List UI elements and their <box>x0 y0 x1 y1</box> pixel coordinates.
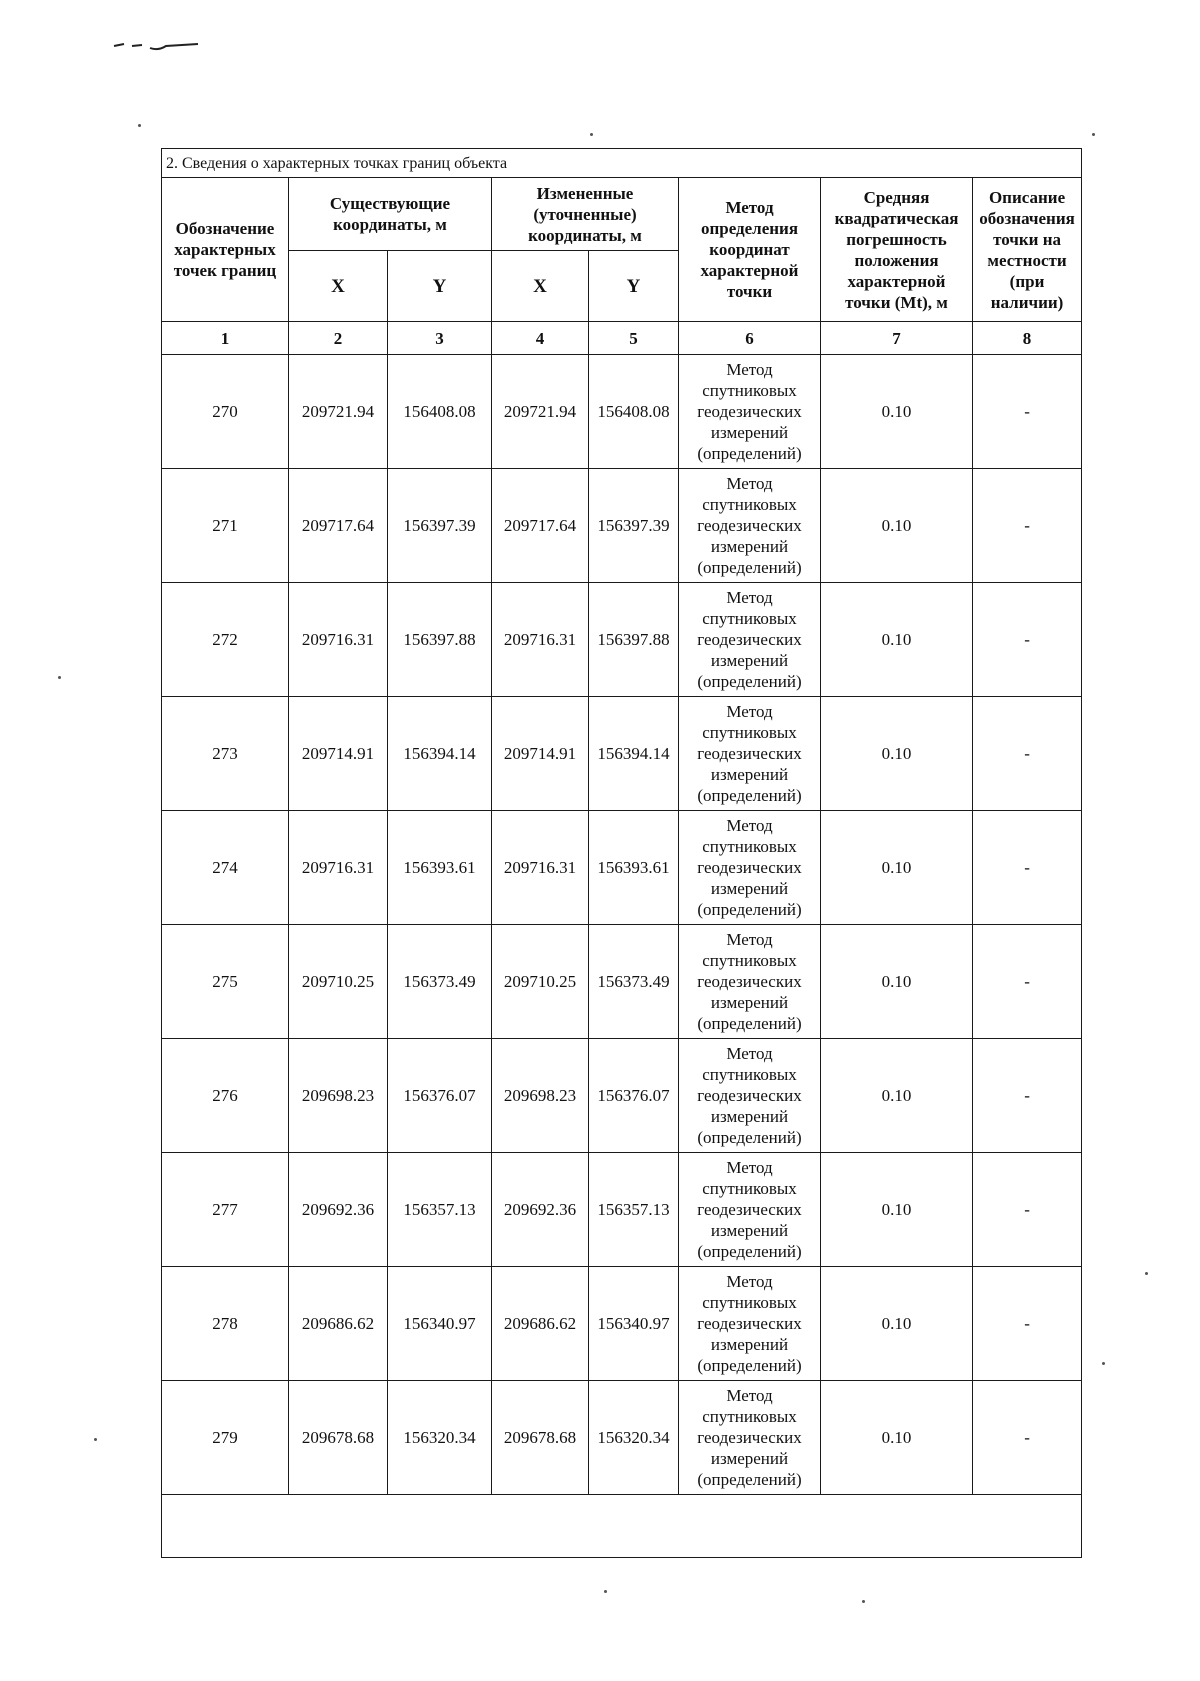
table-row <box>162 811 1082 925</box>
column-number: 5 <box>589 322 679 355</box>
method-cell <box>679 355 821 469</box>
method-line: (определений) <box>697 786 802 805</box>
table-row <box>162 925 1082 1039</box>
table-row <box>162 583 1082 697</box>
table-row <box>162 1153 1082 1267</box>
scan-artifact-mark <box>112 38 202 54</box>
column-number: 2 <box>289 322 388 355</box>
method-line: измерений <box>710 423 789 442</box>
method-line: спутниковых <box>702 609 797 628</box>
description-value: - <box>973 1267 1082 1381</box>
point-number: 272 <box>162 583 289 697</box>
changed-y-value: 156394.14 <box>589 697 679 811</box>
header-existing-y: Y <box>388 251 492 322</box>
point-number: 271 <box>162 469 289 583</box>
existing-x-value: 209686.62 <box>289 1267 388 1381</box>
method-line: Метод <box>726 816 773 835</box>
mean-error-value: 0.10 <box>821 697 973 811</box>
method-cell <box>679 1039 821 1153</box>
method-line: (определений) <box>697 558 802 577</box>
method-line: (определений) <box>697 1470 802 1489</box>
existing-y-value: 156393.61 <box>388 811 492 925</box>
existing-x-value: 209692.36 <box>289 1153 388 1267</box>
scan-speck <box>1145 1272 1148 1275</box>
column-number: 3 <box>388 322 492 355</box>
mean-error-value: 0.10 <box>821 1267 973 1381</box>
method-line: измерений <box>710 1107 789 1126</box>
method-line: измерений <box>710 1221 789 1240</box>
table-row <box>162 469 1082 583</box>
header-row <box>162 178 1082 251</box>
changed-y-value: 156376.07 <box>589 1039 679 1153</box>
empty-cell <box>162 1495 1082 1558</box>
table-row <box>162 697 1082 811</box>
changed-x-value: 209698.23 <box>492 1039 589 1153</box>
method-line: Метод <box>726 588 773 607</box>
header-changed-y: Y <box>589 251 679 322</box>
scan-speck <box>1092 133 1095 136</box>
changed-y-value: 156408.08 <box>589 355 679 469</box>
table-row <box>162 355 1082 469</box>
method-cell <box>679 1381 821 1495</box>
scan-speck <box>590 133 593 136</box>
method-line: измерений <box>710 537 789 556</box>
scan-speck <box>58 676 61 679</box>
column-number: 7 <box>821 322 973 355</box>
method-line: Метод <box>726 702 773 721</box>
header-changed-x: X <box>492 251 589 322</box>
description-value: - <box>973 925 1082 1039</box>
column-number-row <box>162 322 1082 355</box>
method-line: спутниковых <box>702 381 797 400</box>
method-line: геодезических <box>697 1314 802 1333</box>
header-point-designation: Обозначение характерных точек границ <box>162 178 289 322</box>
changed-x-value: 209716.31 <box>492 583 589 697</box>
point-number: 270 <box>162 355 289 469</box>
method-line: Метод <box>726 1158 773 1177</box>
changed-x-value: 209686.62 <box>492 1267 589 1381</box>
method-line: (определений) <box>697 1014 802 1033</box>
changed-x-value: 209714.91 <box>492 697 589 811</box>
existing-y-value: 156357.13 <box>388 1153 492 1267</box>
method-line: спутниковых <box>702 723 797 742</box>
method-line: (определений) <box>697 1128 802 1147</box>
mean-error-value: 0.10 <box>821 583 973 697</box>
description-value: - <box>973 1039 1082 1153</box>
changed-x-value: 209710.25 <box>492 925 589 1039</box>
column-number: 6 <box>679 322 821 355</box>
method-cell <box>679 1267 821 1381</box>
existing-y-value: 156394.14 <box>388 697 492 811</box>
method-cell <box>679 1153 821 1267</box>
method-line: измерений <box>710 1335 789 1354</box>
method-line: Метод <box>726 474 773 493</box>
method-line: (определений) <box>697 1242 802 1261</box>
existing-y-value: 156408.08 <box>388 355 492 469</box>
point-number: 275 <box>162 925 289 1039</box>
method-line: спутниковых <box>702 1407 797 1426</box>
column-number: 4 <box>492 322 589 355</box>
method-line: измерений <box>710 765 789 784</box>
changed-x-value: 209716.31 <box>492 811 589 925</box>
header-method: Метод определения координат характерной точки <box>679 178 821 322</box>
method-line: Метод <box>726 1272 773 1291</box>
boundary-points-table <box>161 148 1082 1558</box>
existing-x-value: 209710.25 <box>289 925 388 1039</box>
table-row <box>162 1039 1082 1153</box>
method-cell <box>679 469 821 583</box>
description-value: - <box>973 1153 1082 1267</box>
method-line: геодезических <box>697 516 802 535</box>
method-line: Метод <box>726 1386 773 1405</box>
header-changed-coords: Измененные (уточненные) координаты, м <box>492 178 679 251</box>
point-number: 276 <box>162 1039 289 1153</box>
method-line: геодезических <box>697 858 802 877</box>
section-title: 2. Сведения о характерных точках границ объекта <box>162 149 1082 178</box>
section-caption-row <box>162 149 1082 178</box>
header-existing-x: X <box>289 251 388 322</box>
changed-x-value: 209717.64 <box>492 469 589 583</box>
existing-y-value: 156373.49 <box>388 925 492 1039</box>
existing-y-value: 156397.88 <box>388 583 492 697</box>
changed-x-value: 209678.68 <box>492 1381 589 1495</box>
method-line: (определений) <box>697 1356 802 1375</box>
existing-y-value: 156397.39 <box>388 469 492 583</box>
point-number: 273 <box>162 697 289 811</box>
method-line: геодезических <box>697 402 802 421</box>
method-cell <box>679 925 821 1039</box>
method-line: (определений) <box>697 900 802 919</box>
mean-error-value: 0.10 <box>821 469 973 583</box>
existing-y-value: 156320.34 <box>388 1381 492 1495</box>
point-number: 279 <box>162 1381 289 1495</box>
method-line: (определений) <box>697 444 802 463</box>
method-line: Метод <box>726 1044 773 1063</box>
mean-error-value: 0.10 <box>821 355 973 469</box>
scan-speck <box>604 1590 607 1593</box>
empty-footer-row <box>162 1495 1082 1558</box>
method-line: геодезических <box>697 1086 802 1105</box>
scan-speck <box>138 124 141 127</box>
method-line: спутниковых <box>702 1293 797 1312</box>
changed-y-value: 156340.97 <box>589 1267 679 1381</box>
method-line: спутниковых <box>702 951 797 970</box>
existing-x-value: 209698.23 <box>289 1039 388 1153</box>
method-line: геодезических <box>697 630 802 649</box>
method-line: спутниковых <box>702 1179 797 1198</box>
existing-x-value: 209717.64 <box>289 469 388 583</box>
column-number: 8 <box>973 322 1082 355</box>
header-existing-coords: Существующие координаты, м <box>289 178 492 251</box>
point-number: 274 <box>162 811 289 925</box>
method-cell <box>679 583 821 697</box>
method-line: спутниковых <box>702 1065 797 1084</box>
point-number: 277 <box>162 1153 289 1267</box>
method-line: геодезических <box>697 744 802 763</box>
method-cell <box>679 697 821 811</box>
existing-x-value: 209714.91 <box>289 697 388 811</box>
scan-speck <box>862 1600 865 1603</box>
description-value: - <box>973 697 1082 811</box>
header-description: Описание обозначения точки на местности (при наличии) <box>973 178 1082 322</box>
existing-x-value: 209721.94 <box>289 355 388 469</box>
description-value: - <box>973 1381 1082 1495</box>
method-line: (определений) <box>697 672 802 691</box>
method-line: измерений <box>710 879 789 898</box>
existing-x-value: 209678.68 <box>289 1381 388 1495</box>
table-row <box>162 1381 1082 1495</box>
scan-speck <box>94 1438 97 1441</box>
changed-x-value: 209692.36 <box>492 1153 589 1267</box>
changed-y-value: 156357.13 <box>589 1153 679 1267</box>
mean-error-value: 0.10 <box>821 811 973 925</box>
existing-y-value: 156376.07 <box>388 1039 492 1153</box>
changed-y-value: 156397.88 <box>589 583 679 697</box>
method-line: спутниковых <box>702 837 797 856</box>
method-line: Метод <box>726 930 773 949</box>
mean-error-value: 0.10 <box>821 1381 973 1495</box>
method-line: Метод <box>726 360 773 379</box>
column-number: 1 <box>162 322 289 355</box>
changed-y-value: 156397.39 <box>589 469 679 583</box>
method-cell <box>679 811 821 925</box>
scan-speck <box>1102 1362 1105 1365</box>
changed-y-value: 156393.61 <box>589 811 679 925</box>
description-value: - <box>973 583 1082 697</box>
existing-y-value: 156340.97 <box>388 1267 492 1381</box>
point-number: 278 <box>162 1267 289 1381</box>
changed-y-value: 156373.49 <box>589 925 679 1039</box>
description-value: - <box>973 811 1082 925</box>
changed-x-value: 209721.94 <box>492 355 589 469</box>
method-line: измерений <box>710 993 789 1012</box>
method-line: измерений <box>710 651 789 670</box>
header-mean-error: Средняя квадратическая погрешность положения характерной точки (Mt), м <box>821 178 973 322</box>
changed-y-value: 156320.34 <box>589 1381 679 1495</box>
method-line: геодезических <box>697 1428 802 1447</box>
mean-error-value: 0.10 <box>821 1153 973 1267</box>
table-row <box>162 1267 1082 1381</box>
mean-error-value: 0.10 <box>821 925 973 1039</box>
method-line: геодезических <box>697 972 802 991</box>
method-line: геодезических <box>697 1200 802 1219</box>
description-value: - <box>973 355 1082 469</box>
existing-x-value: 209716.31 <box>289 811 388 925</box>
method-line: спутниковых <box>702 495 797 514</box>
method-line: измерений <box>710 1449 789 1468</box>
existing-x-value: 209716.31 <box>289 583 388 697</box>
description-value: - <box>973 469 1082 583</box>
mean-error-value: 0.10 <box>821 1039 973 1153</box>
